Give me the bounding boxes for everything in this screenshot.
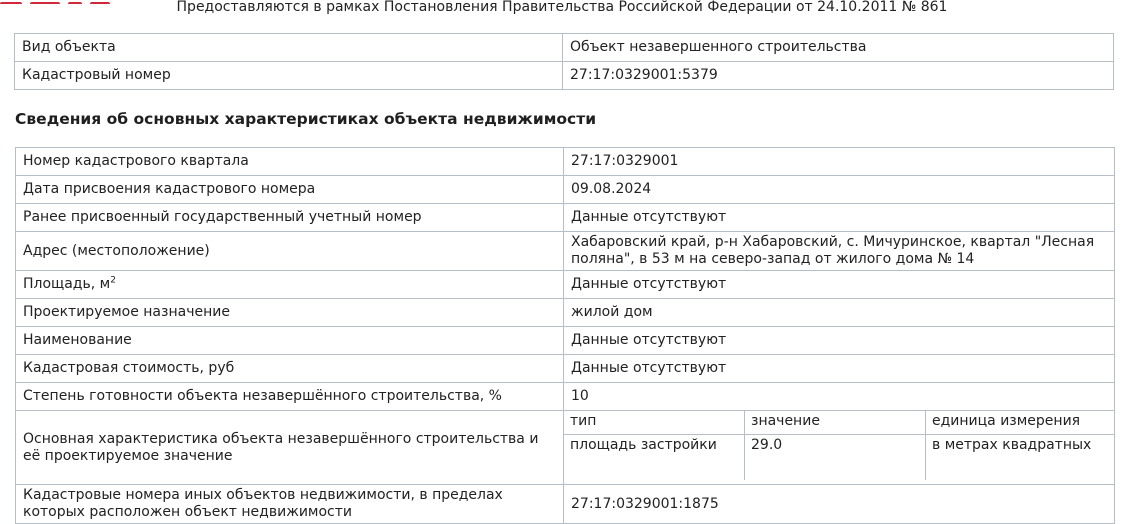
table-row [16, 271, 1115, 299]
table-row [16, 383, 1115, 411]
row-label-address: Адрес (местоположение) [16, 232, 564, 271]
area-label-text: Площадь, м [23, 276, 111, 292]
table-row [16, 355, 1115, 383]
row-label-readiness: Степень готовности объекта незавершённого строительства, % [16, 383, 564, 411]
row-label-area [16, 271, 564, 299]
row-value-area: Данные отсутствуют [564, 271, 1115, 299]
row-label-prev-number: Ранее присвоенный государственный учетный номер [16, 204, 564, 232]
table-row [15, 34, 1114, 62]
row-label-purpose: Проектируемое назначение [16, 299, 564, 327]
subtable-header-row [564, 411, 1114, 435]
subtable-cell-type: площадь застройки [564, 435, 745, 481]
table-row [16, 176, 1115, 204]
characteristic-subtable [564, 411, 1114, 480]
subtable-cell-value: 29.0 [745, 435, 926, 481]
row-value-purpose: жилой дом [564, 299, 1115, 327]
row-value-quarter: 27:17:0329001 [564, 148, 1115, 176]
area-label-sup: 2 [110, 275, 116, 286]
row-value-other-objects: 27:17:0329001:1875 [564, 485, 1115, 524]
table-row [15, 62, 1114, 90]
row-value-characteristic [564, 411, 1115, 485]
row-label-name: Наименование [16, 327, 564, 355]
row-label-characteristic: Основная характеристика объекта незавершённого строительства и её проектируемое значение [16, 411, 564, 485]
row-value-object-type: Объект незавершенного строительства [563, 34, 1114, 62]
table-row [16, 148, 1115, 176]
subtable-header-type: тип [564, 411, 745, 435]
section-title: Сведения об основных характеристиках объекта недвижимости [15, 110, 597, 128]
row-value-assign-date: 09.08.2024 [564, 176, 1115, 204]
row-label-quarter: Номер кадастрового квартала [16, 148, 564, 176]
row-label-object-type: Вид объекта [15, 34, 563, 62]
row-label-assign-date: Дата присвоения кадастрового номера [16, 176, 564, 204]
subtable-header-value: значение [745, 411, 926, 435]
row-value-readiness: 10 [564, 383, 1115, 411]
row-label-cost: Кадастровая стоимость, руб [16, 355, 564, 383]
subtable-cell-unit: в метрах квадратных [932, 437, 1092, 453]
row-label-other-objects: Кадастровые номера иных объектов недвижимости, в пределах которых расположен объект недвижимости [16, 485, 564, 524]
row-label-cadastral-number: Кадастровый номер [15, 62, 563, 90]
row-value-cost: Данные отсутствуют [564, 355, 1115, 383]
row-value-cadastral-number: 27:17:0329001:5379 [563, 62, 1114, 90]
row-value-prev-number: Данные отсутствуют [564, 204, 1115, 232]
table-row [16, 327, 1115, 355]
subtable-row [564, 435, 1114, 481]
row-value-address: Хабаровский край, р-н Хабаровский, с. Мичуринское, квартал "Лесная поляна", в 53 м на северо-запад от жилого дома № 14 [564, 232, 1115, 271]
table-row [16, 299, 1115, 327]
table-row [16, 204, 1115, 232]
row-value-name: Данные отсутствуют [564, 327, 1115, 355]
table-row [16, 232, 1115, 271]
characteristics-table [15, 147, 1115, 524]
regulation-note: Предоставляются в рамках Постановления Правительства Российской Федерации от 24.10.2011 № 861 [176, 0, 948, 15]
table-row [16, 485, 1115, 524]
subtable-header-unit: единица измерения [926, 411, 1115, 435]
table-row [16, 411, 1115, 485]
basic-info-table [14, 33, 1114, 90]
